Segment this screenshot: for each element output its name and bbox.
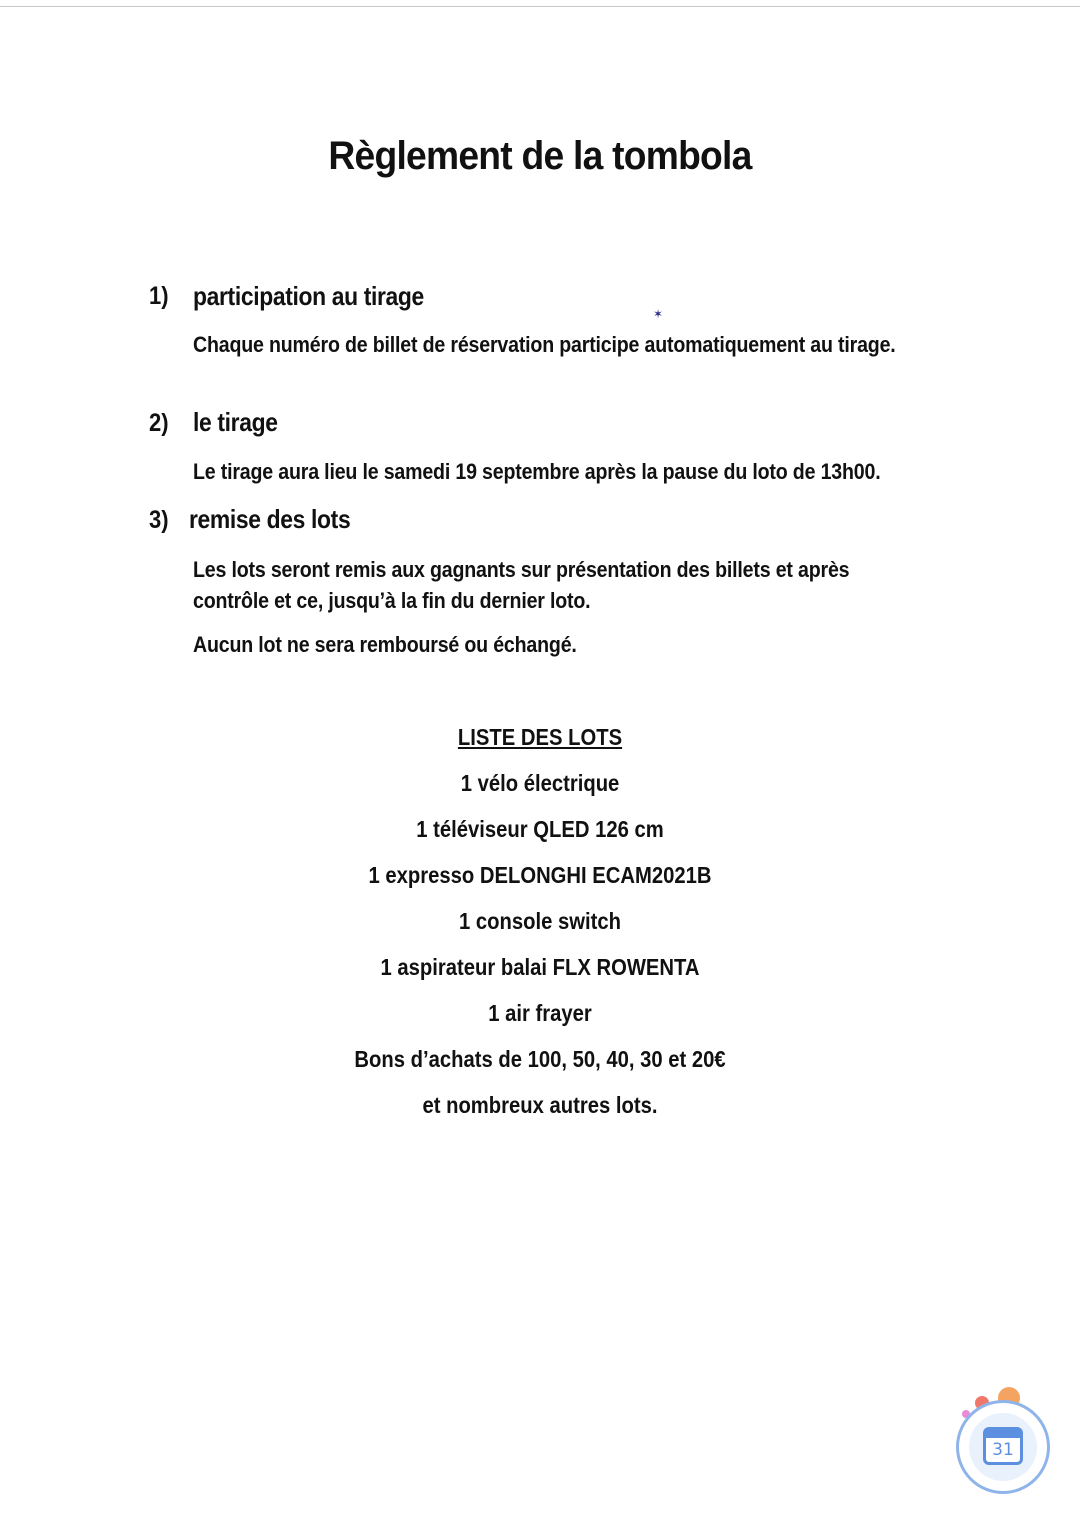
calendar-shortcut-button[interactable] [956, 1400, 1050, 1494]
section-1-heading: participation au tirage [193, 281, 424, 311]
section-3-note: Aucun lot ne sera remboursé ou échangé. [193, 632, 577, 657]
prize-item: 1 expresso DELONGHI ECAM2021B [368, 862, 712, 888]
prize-list [0, 722, 1080, 1136]
prize-item: Bons d’achats de 100, 50, 40, 30 et 20€ [354, 1046, 726, 1072]
prize-list-heading: LISTE DES LOTS [457, 724, 623, 750]
calendar-day: 31 [992, 1440, 1014, 1460]
prize-item: 1 aspirateur balai FLX ROWENTA [380, 954, 700, 980]
section-3-number: 3) [149, 506, 169, 534]
prize-item: et nombreux autres lots. [422, 1092, 658, 1118]
prize-item: 1 console switch [459, 908, 621, 934]
section-3-heading: remise des lots [189, 504, 351, 534]
ink-speck: ✶ [653, 307, 664, 321]
section-1-number: 1) [149, 282, 169, 310]
prize-item: 1 téléviseur QLED 126 cm [416, 816, 664, 842]
calendar-icon [983, 1427, 1023, 1465]
section-1-paragraph: Chaque numéro de billet de réservation participe automatiquement au tirage. [193, 332, 896, 357]
calendar-icon-header [986, 1430, 1020, 1438]
document-title: Règlement de la tombola [328, 134, 752, 178]
section-3-paragraph: Les lots seront remis aux gagnants sur présentation des billets et après contrôle et ce, jusqu’à la fin du dernier loto. [193, 557, 850, 613]
prize-item: 1 air frayer [488, 1000, 592, 1026]
scan-edge-line [0, 6, 1080, 7]
prize-item: 1 vélo électrique [460, 770, 620, 796]
section-2-paragraph: Le tirage aura lieu le samedi 19 septembre après la pause du loto de 13h00. [193, 459, 881, 484]
section-2-heading: le tirage [193, 407, 278, 437]
section-2-number: 2) [149, 409, 169, 437]
